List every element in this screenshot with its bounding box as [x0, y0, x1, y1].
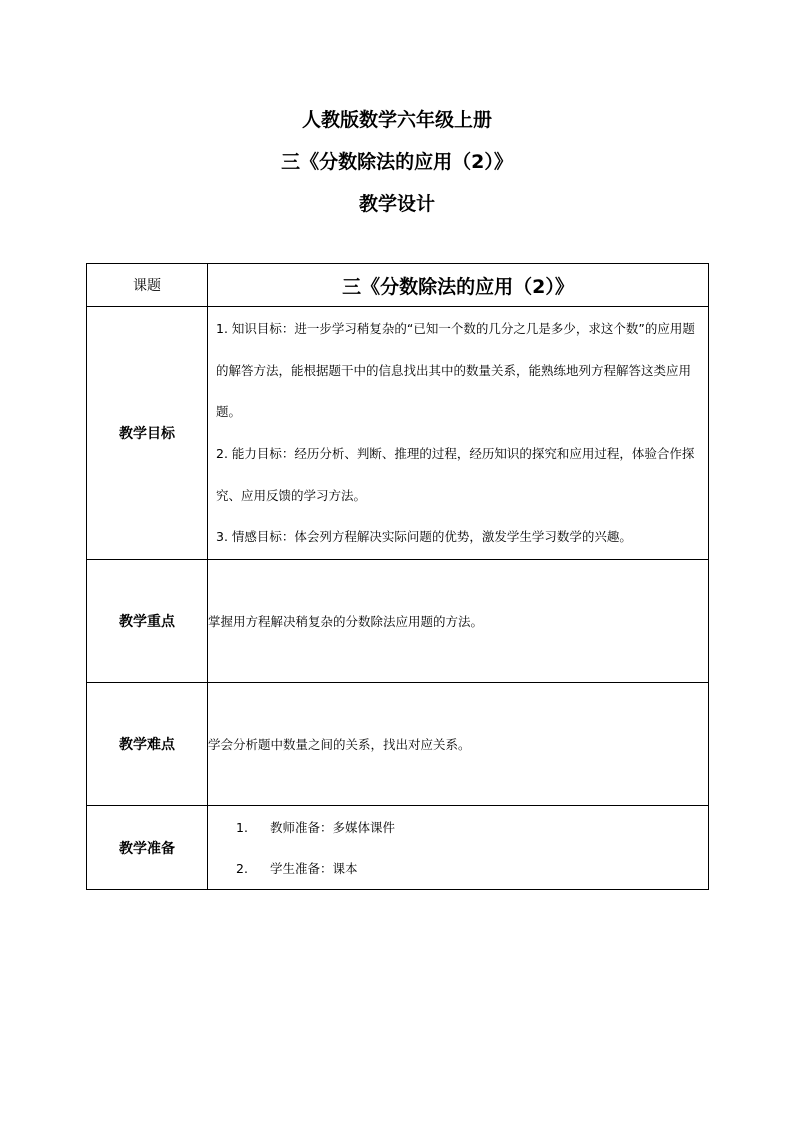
- key-value: 掌握用方程解决稍复杂的分数除法应用题的方法。: [208, 560, 709, 683]
- topic-value: 三《分数除法的应用（2）》: [208, 264, 709, 307]
- prep-text: 教师准备：多媒体课件: [270, 820, 396, 835]
- goal-knowledge: 1. 知识目标：进一步学习稍复杂的“已知一个数的几分之几是多少，求这个数”的应用题的解答方法，能根据题干中的信息找出其中的数量关系，能熟练地列方程解答这类应用题。: [216, 320, 695, 420]
- prep-label: 教学准备: [87, 806, 208, 890]
- difficulty-label: 教学难点: [87, 683, 208, 806]
- goal-emotion: 3. 情感目标：体会列方程解决实际问题的优势，激发学生学习数学的兴趣。: [216, 529, 632, 545]
- topic-label: 课题: [87, 264, 208, 307]
- row-preparation: [87, 806, 709, 890]
- row-key-point: [87, 560, 709, 683]
- row-goals: [87, 307, 709, 560]
- prep-cell: [208, 806, 709, 890]
- title-book: 人教版数学六年级上册: [301, 109, 492, 131]
- prep-number: 1.: [236, 819, 248, 835]
- prep-text: 学生准备：课本: [270, 861, 358, 876]
- goals-label: 教学目标: [87, 307, 208, 560]
- row-difficulty: [87, 683, 709, 806]
- difficulty-value: 学会分析题中数量之间的关系，找出对应关系。: [208, 683, 709, 806]
- goal-ability: 2. 能力目标：经历分析、判断、推理的过程，经历知识的探究和应用过程，体验合作探究、应用反馈的学习方法。: [216, 446, 695, 503]
- prep-number: 2.: [236, 860, 248, 876]
- title-design: 教学设计: [358, 193, 435, 215]
- row-topic: [87, 264, 709, 307]
- goals-cell: [208, 307, 709, 560]
- lesson-plan-table: [86, 263, 709, 890]
- key-label: 教学重点: [87, 560, 208, 683]
- prep-item-student: [208, 848, 708, 889]
- prep-item-teacher: [208, 807, 708, 848]
- title-lesson: 三《分数除法的应用（2）》: [281, 151, 513, 173]
